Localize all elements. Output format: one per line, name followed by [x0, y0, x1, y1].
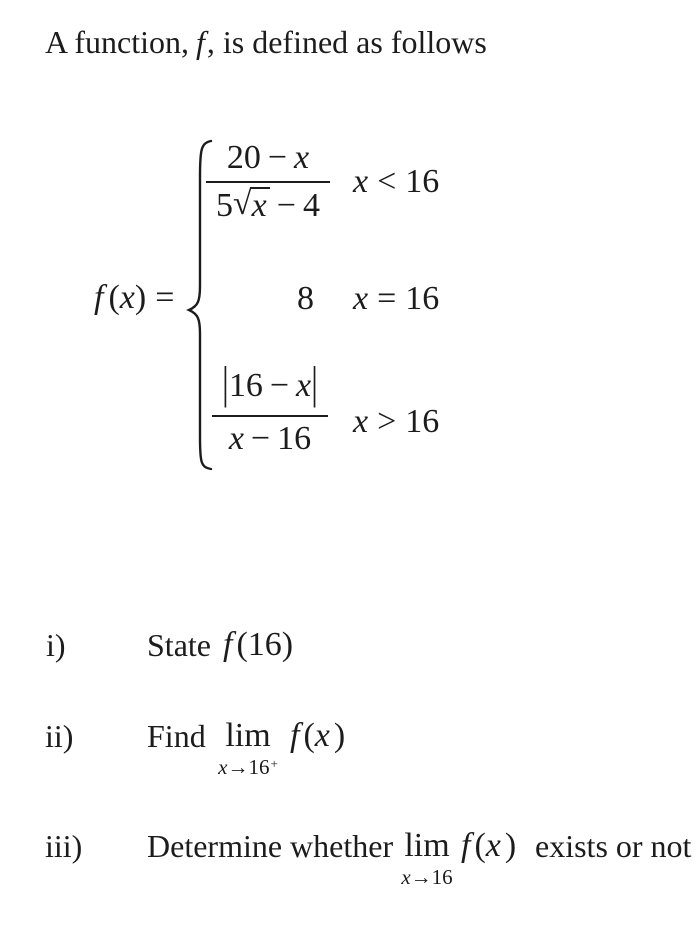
- number: 16: [228, 367, 263, 404]
- function-name: f: [195, 24, 205, 60]
- case-3-expression: [212, 358, 328, 457]
- plus-superscript: +: [270, 756, 278, 771]
- question-ii-expression: [290, 718, 345, 755]
- arrow-icon: →: [410, 865, 432, 889]
- right-paren: ): [504, 827, 517, 864]
- independent-variable: x: [119, 279, 135, 316]
- question-i-expression: [223, 627, 293, 664]
- coefficient: 5: [216, 186, 233, 224]
- question-ii-label: ii): [45, 718, 74, 754]
- equals-sign: =: [155, 279, 175, 316]
- variable-x: x: [218, 755, 228, 779]
- abs-bar-right: |: [311, 358, 318, 409]
- statement-pre: A function,: [45, 24, 189, 60]
- question-ii-verb: Find: [147, 718, 206, 754]
- argument: x: [314, 717, 330, 754]
- number: 16: [277, 419, 312, 457]
- case-1-expression: [206, 140, 330, 224]
- left-paren: (: [474, 827, 486, 864]
- question-iii-label: iii): [45, 828, 83, 864]
- case-2-value: 8: [297, 280, 314, 317]
- problem-statement: [45, 25, 487, 60]
- number: 20: [226, 139, 261, 176]
- question-iii-pre: Determine whether: [147, 828, 394, 864]
- case-2-condition: [353, 281, 439, 318]
- less-than-operator: <: [377, 163, 397, 200]
- variable-x: x: [353, 403, 369, 440]
- radical-icon: √: [233, 184, 252, 222]
- function-name: f: [290, 717, 300, 754]
- variable-x: x: [228, 419, 244, 457]
- limit-value: 16: [431, 865, 453, 889]
- left-paren: (: [236, 626, 248, 663]
- right-paren: ): [333, 717, 346, 754]
- variable-x: x: [401, 865, 411, 889]
- right-paren: ): [134, 279, 147, 316]
- left-paren: (: [303, 717, 315, 754]
- limit-value: 16: [248, 755, 270, 779]
- minus-operator: −: [269, 367, 289, 404]
- question-iii-post: exists or not: [535, 828, 692, 864]
- case-3-numerator: [212, 358, 328, 415]
- left-paren: (: [108, 279, 120, 316]
- function-name: f: [223, 626, 233, 663]
- number: 16: [405, 163, 440, 200]
- limit-subscript: [212, 757, 284, 778]
- abs-bar-left: |: [222, 358, 229, 409]
- question-ii-limit: [212, 719, 284, 778]
- minus-operator: −: [276, 186, 296, 224]
- radicand-x: x: [250, 187, 270, 223]
- equals-operator: =: [377, 280, 397, 317]
- lim-text: lim: [225, 717, 271, 754]
- case-1-condition: [353, 164, 439, 201]
- right-paren: ): [281, 626, 294, 663]
- argument: 16: [247, 626, 282, 663]
- function-name: f: [461, 827, 471, 864]
- question-iii-limit: [396, 829, 458, 888]
- variable-x: x: [296, 367, 312, 404]
- question-i-verb: State: [147, 627, 211, 663]
- variable-x: x: [353, 280, 369, 317]
- case-3-denominator: [212, 415, 328, 458]
- argument: x: [485, 827, 501, 864]
- case-1-numerator: [206, 140, 330, 181]
- minus-operator: −: [267, 139, 288, 176]
- case-1-denominator: [206, 181, 330, 225]
- number: 16: [405, 280, 440, 317]
- number: 4: [302, 186, 320, 224]
- minus-operator: −: [250, 419, 271, 457]
- lim-text: lim: [404, 827, 450, 864]
- case-3-condition: [353, 404, 439, 441]
- variable-x: x: [294, 139, 310, 176]
- question-iii-expression: [461, 828, 516, 865]
- arrow-icon: →: [227, 755, 249, 779]
- statement-post: , is defined as follows: [206, 24, 487, 60]
- limit-subscript: [396, 867, 458, 888]
- function-lhs: [94, 280, 174, 317]
- function-name: f: [94, 279, 104, 316]
- greater-than-operator: >: [377, 403, 397, 440]
- number: 16: [405, 403, 440, 440]
- question-i-label: i): [46, 627, 66, 663]
- variable-x: x: [353, 163, 369, 200]
